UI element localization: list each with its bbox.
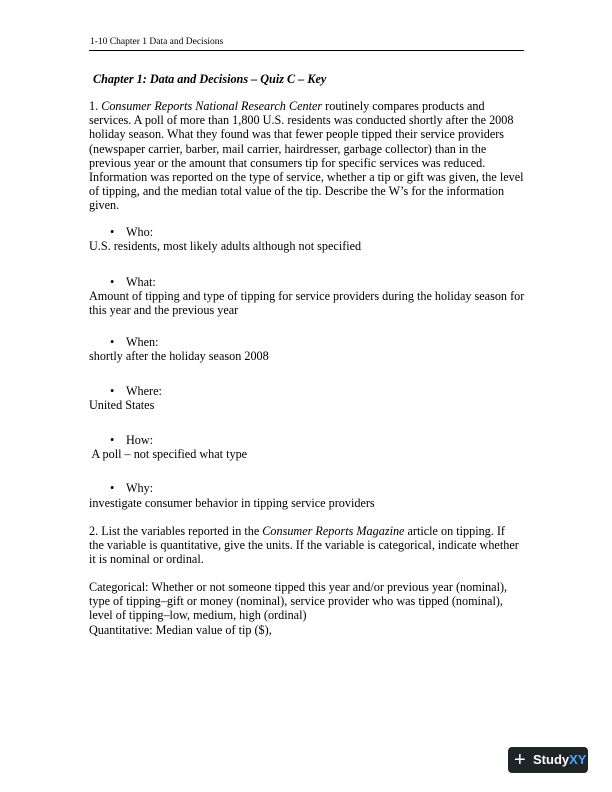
bullet-what bbox=[110, 275, 156, 289]
q2-line-1-pre: 2. List the variables reported in the bbox=[89, 524, 263, 538]
what-answer-line-1: Amount of tipping and type of tipping for service providers during the holiday season for bbox=[89, 289, 525, 303]
q1-line-6: Information was reported on the type of service, whether a tip or gift was given, the level bbox=[89, 170, 524, 185]
answer-2-line-4: Quantitative: Median value of tip ($), bbox=[89, 622, 272, 637]
bullet-icon: • bbox=[110, 433, 115, 447]
question-1 bbox=[89, 99, 529, 213]
q2-line-1 bbox=[89, 524, 529, 538]
what-answer bbox=[89, 289, 529, 317]
bullet-icon: • bbox=[110, 384, 115, 398]
bullet-icon: • bbox=[110, 225, 115, 239]
bullet-when bbox=[110, 335, 159, 349]
q1-line-8: given. bbox=[89, 198, 120, 213]
q2-line-3: it is nominal or ordinal. bbox=[89, 552, 204, 567]
where-answer: United States bbox=[89, 398, 155, 412]
who-answer: U.S. residents, most likely adults although not specified bbox=[89, 239, 362, 253]
bullet-who bbox=[110, 225, 153, 239]
q1-source-title: Consumer Reports National Research Center bbox=[101, 99, 323, 113]
q1-line-7: of tipping, and the median total value of the tip. Describe the W’s for the information bbox=[89, 184, 505, 199]
who-label: Who: bbox=[126, 225, 154, 239]
answer-2-line-1: Categorical: Whether or not someone tipped this year and/or previous year (nominal), bbox=[89, 580, 508, 594]
bullet-how bbox=[110, 433, 153, 447]
q2-line-1-post: article on tipping. If bbox=[404, 524, 505, 538]
q1-line-1 bbox=[89, 99, 529, 113]
q1-number: 1. bbox=[89, 99, 102, 113]
answer-2-line-2: type of tipping–gift or money (nominal), service provider who was tipped (nominal), bbox=[89, 594, 503, 609]
bullet-icon: • bbox=[110, 335, 115, 349]
page-header: 1-10 Chapter 1 Data and Decisions bbox=[90, 37, 224, 47]
bullet-where bbox=[110, 384, 162, 398]
studyxy-logo-text bbox=[533, 747, 586, 773]
plus-icon: + bbox=[514, 749, 526, 771]
answer-2-line-3: level of tipping–low, medium, high (ordinal) bbox=[89, 608, 307, 623]
how-label: How: bbox=[126, 433, 154, 447]
quiz-title: Chapter 1: Data and Decisions – Quiz C – Key bbox=[93, 72, 327, 86]
header-rule bbox=[89, 50, 524, 51]
studyxy-badge[interactable] bbox=[508, 747, 588, 773]
what-answer-line-2: this year and the previous year bbox=[89, 303, 239, 318]
bullet-icon: • bbox=[110, 275, 115, 289]
q2-line-2: the variable is quantitative, give the units. If the variable is categorical, indicate whether bbox=[89, 538, 519, 553]
how-answer: A poll – not specified what type bbox=[89, 447, 248, 461]
answer-2 bbox=[89, 580, 529, 637]
why-label: Why: bbox=[126, 481, 154, 495]
when-label: When: bbox=[126, 335, 159, 349]
q2-source-title: Consumer Reports Magazine bbox=[262, 524, 405, 538]
why-answer: investigate consumer behavior in tipping service providers bbox=[89, 496, 375, 510]
logo-xy: XY bbox=[569, 752, 587, 767]
question-2 bbox=[89, 524, 529, 567]
bullet-icon: • bbox=[110, 481, 115, 495]
q1-line-4: (newspaper carrier, barber, mail carrier, hairdresser, garbage collector) than in the bbox=[89, 141, 487, 156]
q1-line-2: services. A poll of more than 1,800 U.S. residents was conducted shortly after the 2008 bbox=[89, 113, 514, 128]
what-label: What: bbox=[126, 275, 156, 289]
when-answer: shortly after the holiday season 2008 bbox=[89, 349, 269, 363]
q1-line-1-rest: routinely compares products and bbox=[322, 99, 485, 113]
where-label: Where: bbox=[126, 384, 162, 398]
logo-study: Study bbox=[533, 752, 570, 767]
bullet-why bbox=[110, 481, 153, 495]
q1-line-3: holiday season. What they found was that fewer people tipped their service providers bbox=[89, 127, 505, 142]
q1-line-5: previous year or the amount that consumers tip for specific services was reduced. bbox=[89, 155, 486, 170]
